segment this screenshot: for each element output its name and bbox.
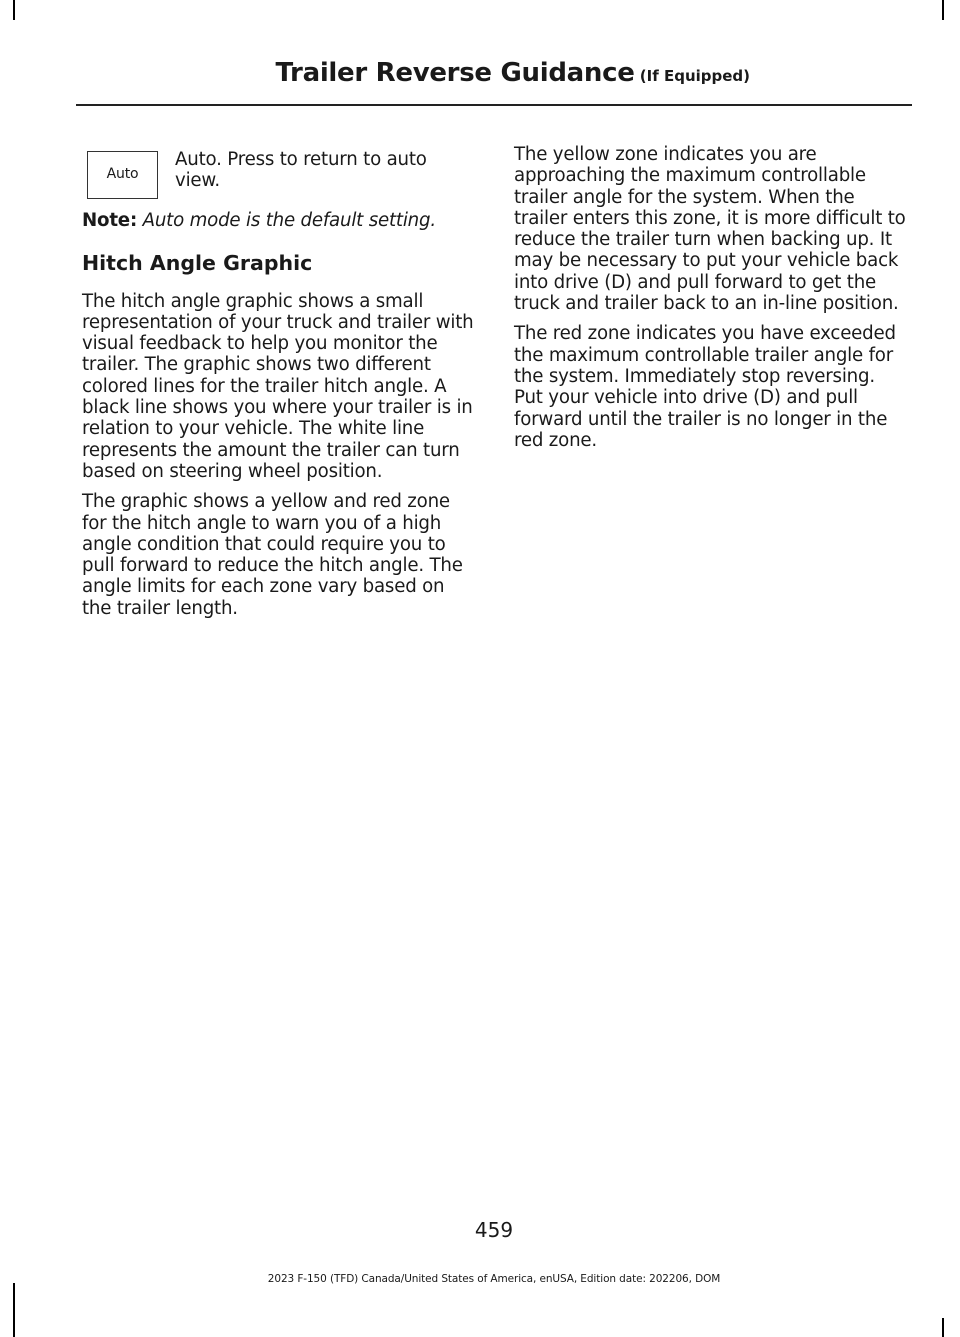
crop-mark-top-left <box>13 0 15 20</box>
note <box>82 210 476 231</box>
right-paragraph-1: The yellow zone indicates you are approaching the maximum controllable trailer angle for the system. When the trailer enters this zone, it is more difficult to reduce the trailer turn when backing up. It may be necessary to put your vehicle back into drive (D) and pull forward to get the truck and trailer back to an in-line position. <box>514 144 906 315</box>
auto-button-icon <box>87 151 158 199</box>
page-header-title <box>275 58 750 88</box>
note-text: Auto mode is the default setting. <box>137 210 436 231</box>
header-title-main: Trailer Reverse Guidance <box>275 58 635 88</box>
note-label: Note: <box>82 210 138 231</box>
section-heading: Hitch Angle Graphic <box>82 251 313 276</box>
header-divider <box>76 104 912 106</box>
right-paragraph-2: The red zone indicates you have exceeded the maximum controllable trailer angle for the system. Immediately stop reversing. Put your vehicle into drive (D) and pull forward until the trailer is no longer in the red zone. <box>514 323 896 451</box>
auto-description: Auto. Press to return to auto view. <box>175 149 427 192</box>
right-column <box>514 144 908 460</box>
crop-mark-bottom-right <box>942 1318 944 1337</box>
header-title-suffix: (If Equipped) <box>634 67 750 85</box>
left-column <box>82 144 476 628</box>
crop-mark-top-right <box>942 0 944 20</box>
left-paragraph-2: The graphic shows a yellow and red zone for the hitch angle to warn you of a high angle condition that could require you to pull forward to reduce the hitch angle. The angle limits for each zone vary based on the trailer length. <box>82 491 463 619</box>
auto-button-row <box>82 144 476 210</box>
crop-mark-bottom-left <box>13 1283 15 1337</box>
auto-icon-label: Auto <box>106 166 139 183</box>
edition-footer: 2023 F-150 (TFD) Canada/United States of America, enUSA, Edition date: 202206, DOM <box>267 1273 721 1285</box>
page-number: 459 <box>474 1218 514 1242</box>
left-paragraph-1: The hitch angle graphic shows a small representation of your truck and trailer with visual feedback to help you monitor the trailer. The graphic shows two different colored lines for the trailer hitch angle. A black line shows you where your trailer is in relation to your vehicle. The white line represents the amount the trailer can turn based on steering wheel position. <box>82 290 474 482</box>
